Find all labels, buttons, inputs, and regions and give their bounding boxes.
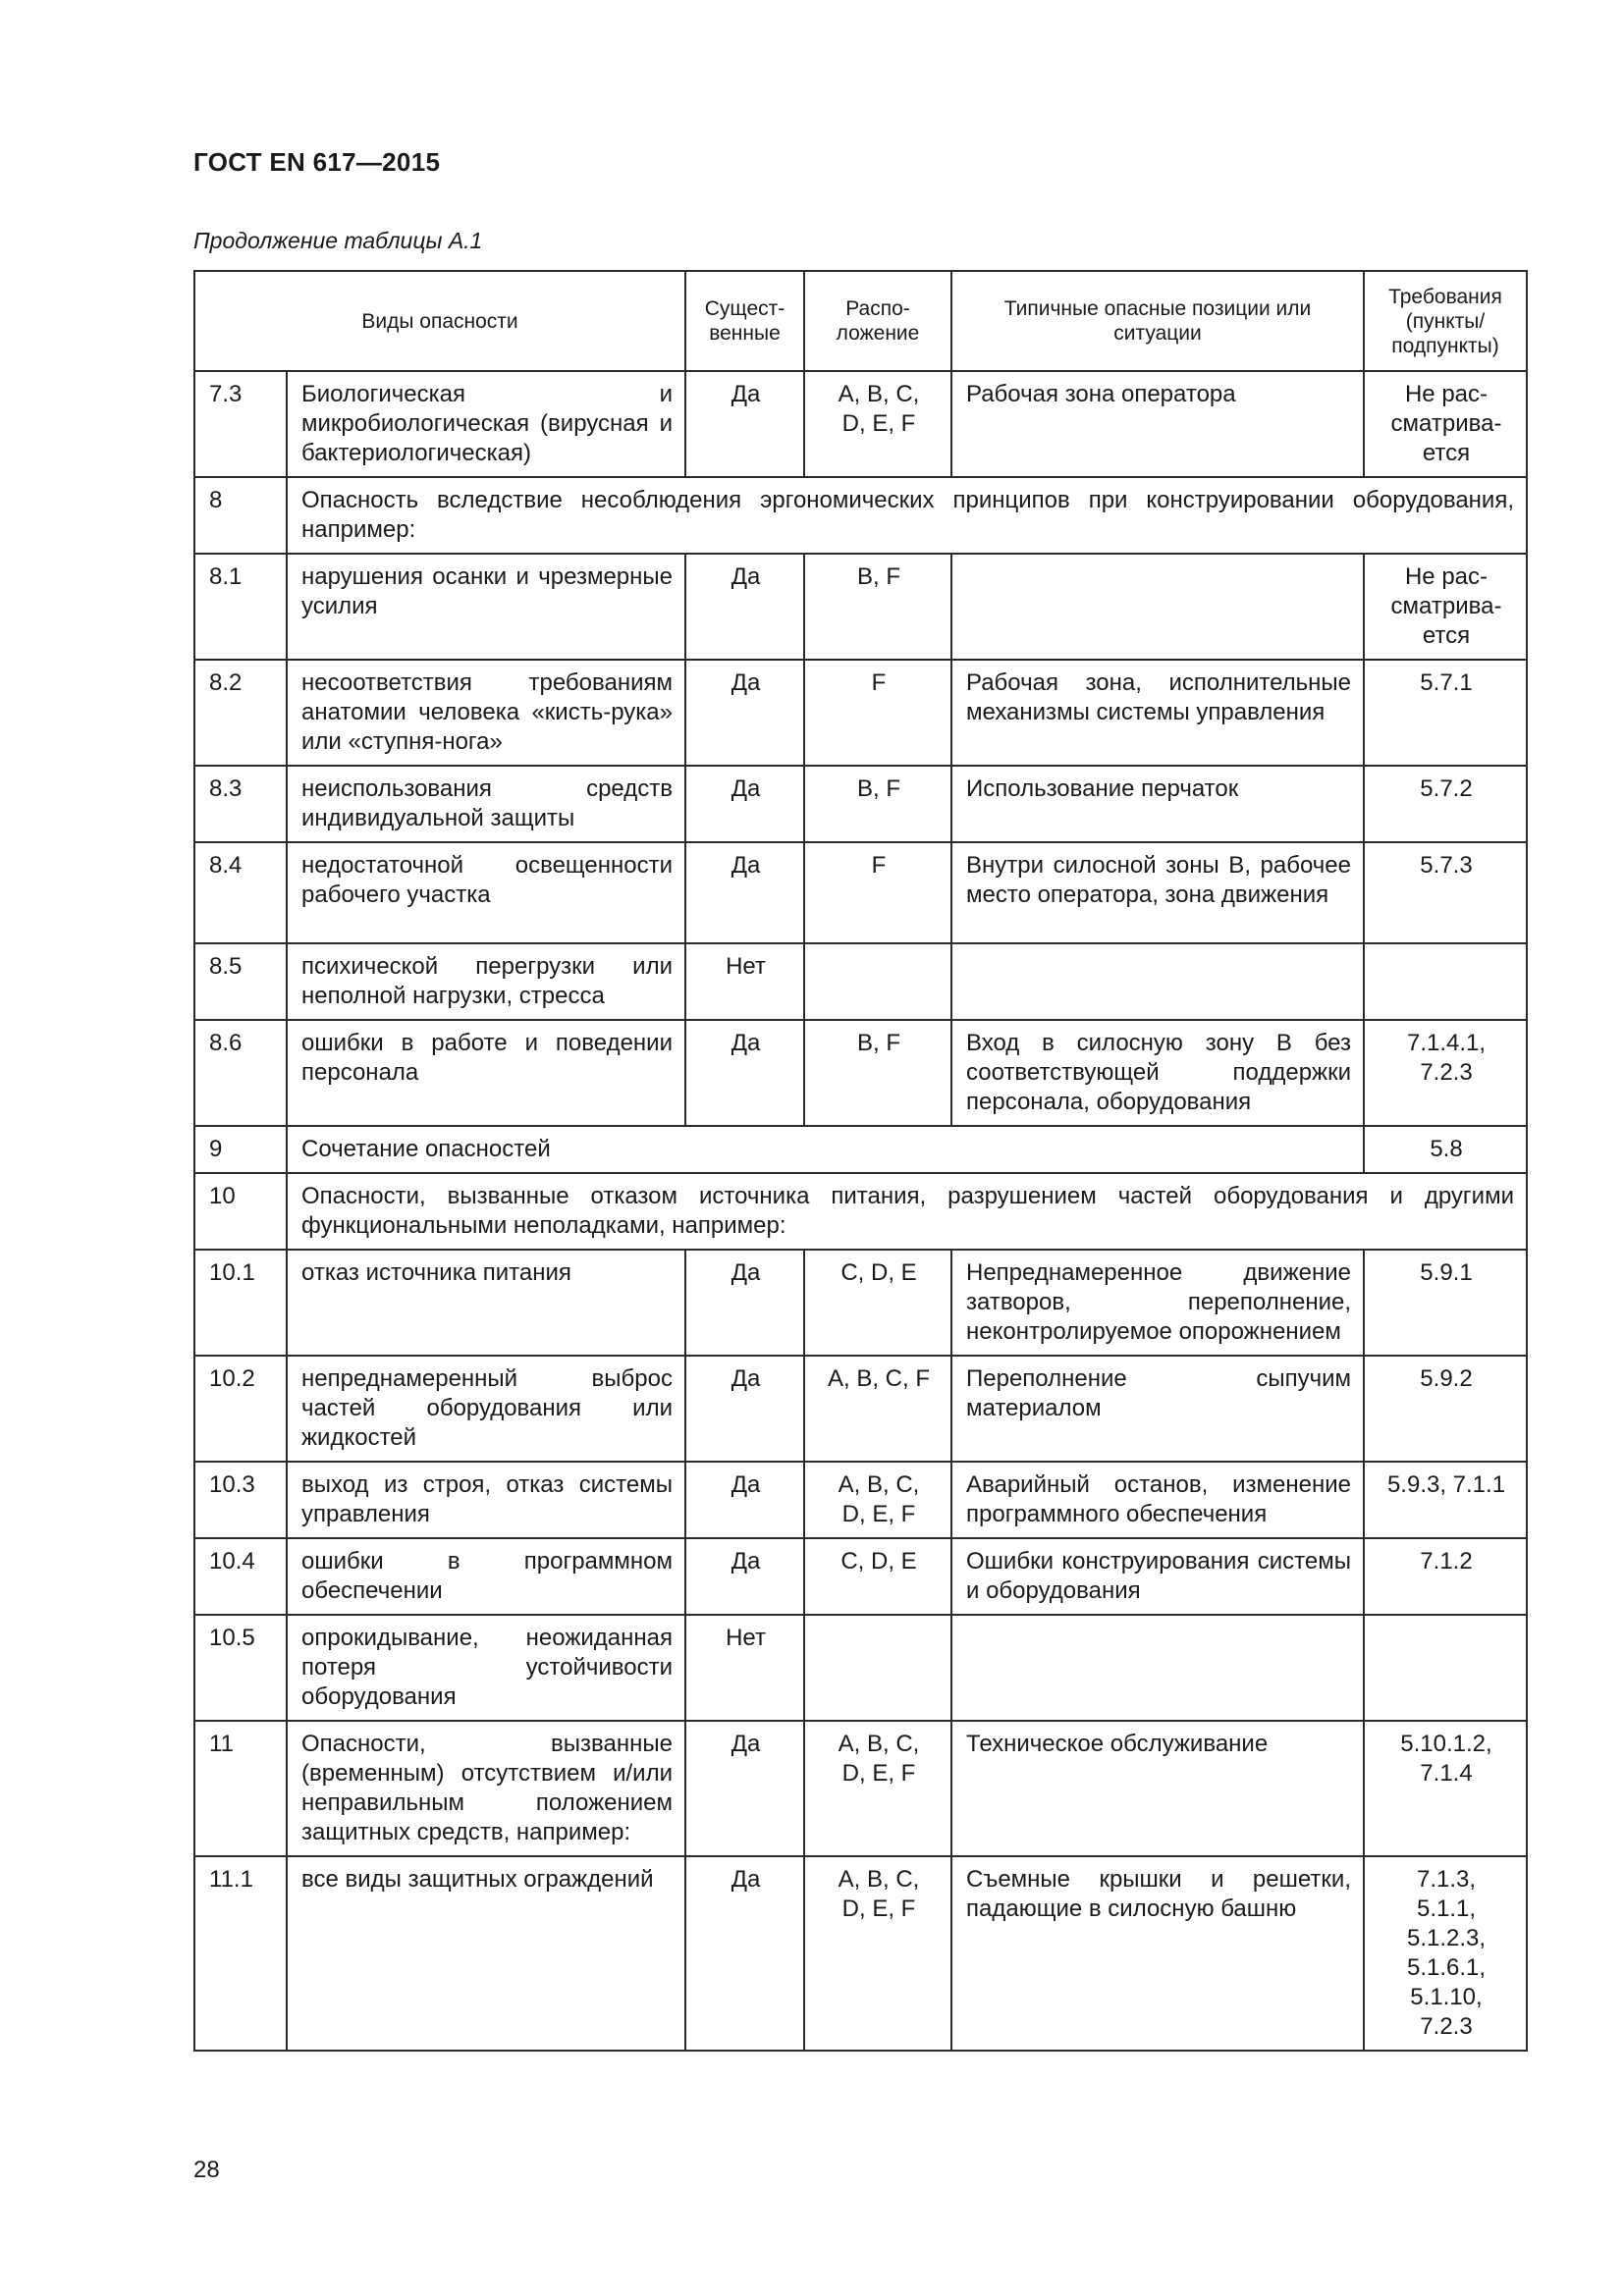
row-location (804, 1615, 951, 1721)
row-significant: Да (685, 660, 804, 766)
row-location: B, F (804, 554, 951, 660)
row-requirements: Не рас- сматрива- ется (1364, 371, 1527, 477)
row-location: A, B, C, D, E, F (804, 1721, 951, 1856)
row-situation (951, 554, 1364, 660)
row-hazard-description: неиспользования средств индивидуальной защиты (287, 766, 685, 842)
row-situation: Использование перчаток (951, 766, 1364, 842)
table-row (194, 1173, 1527, 1250)
row-significant: Да (685, 371, 804, 477)
table-row (194, 660, 1527, 766)
row-requirements: 7.1.2 (1364, 1538, 1527, 1615)
row-number: 10.2 (194, 1356, 287, 1462)
row-significant: Да (685, 1356, 804, 1462)
row-requirements: 7.1.3, 5.1.1, 5.1.2.3, 5.1.6.1, 5.1.10, 7.2.3 (1364, 1856, 1527, 2051)
col-header-hazard: Виды опасности (194, 271, 685, 371)
row-hazard-description: недостаточной освещенности рабочего участка (287, 842, 685, 943)
row-situation (951, 943, 1364, 1020)
row-significant: Да (685, 1538, 804, 1615)
table-row (194, 371, 1527, 477)
row-group-description: Сочетание опасностей (287, 1126, 1364, 1173)
row-requirements: 5.8 (1364, 1126, 1527, 1173)
row-hazard-description: нарушения осанки и чрезмерные усилия (287, 554, 685, 660)
row-requirements: 5.10.1.2, 7.1.4 (1364, 1721, 1527, 1856)
row-requirements: 7.1.4.1, 7.2.3 (1364, 1020, 1527, 1126)
table-row (194, 943, 1527, 1020)
row-situation: Внутри силосной зоны В, рабочее место оператора, зона движения (951, 842, 1364, 943)
row-requirements: 5.7.1 (1364, 660, 1527, 766)
row-requirements (1364, 1615, 1527, 1721)
row-significant: Нет (685, 1615, 804, 1721)
row-situation: Переполнение сыпучим материалом (951, 1356, 1364, 1462)
row-requirements: 5.7.2 (1364, 766, 1527, 842)
row-number: 8.4 (194, 842, 287, 943)
row-location: B, F (804, 1020, 951, 1126)
row-significant: Нет (685, 943, 804, 1020)
row-number: 10.3 (194, 1462, 287, 1538)
row-situation: Непреднамеренное движение затворов, переполнение, неконтролируемое опорожнением (951, 1250, 1364, 1356)
row-location: A, B, C, D, E, F (804, 1856, 951, 2051)
row-situation: Ошибки конструирования системы и оборудования (951, 1538, 1364, 1615)
row-significant: Да (685, 842, 804, 943)
col-header-location: Распо- ложение (804, 271, 951, 371)
row-location: A, B, C, D, E, F (804, 371, 951, 477)
col-header-situation: Типичные опасные позиции или ситуации (951, 271, 1364, 371)
row-situation: Рабочая зона, исполнительные механизмы системы управления (951, 660, 1364, 766)
row-number: 8.5 (194, 943, 287, 1020)
row-situation (951, 1615, 1364, 1721)
row-location: B, F (804, 766, 951, 842)
row-hazard-description: выход из строя, отказ системы управления (287, 1462, 685, 1538)
table-row (194, 554, 1527, 660)
table-body (194, 371, 1527, 2051)
table-row (194, 766, 1527, 842)
table-row (194, 842, 1527, 943)
row-situation: Техническое обслуживание (951, 1721, 1364, 1856)
table-row (194, 1020, 1527, 1126)
table-header-row (194, 271, 1527, 371)
table-row (194, 1250, 1527, 1356)
row-number: 7.3 (194, 371, 287, 477)
row-number: 9 (194, 1126, 287, 1173)
row-situation: Рабочая зона оператора (951, 371, 1364, 477)
row-situation: Съемные крышки и решетки, падающие в силосную башню (951, 1856, 1364, 2051)
row-hazard-description: психической перегрузки или неполной нагрузки, стресса (287, 943, 685, 1020)
row-number: 10.1 (194, 1250, 287, 1356)
row-location: A, B, C, F (804, 1356, 951, 1462)
hazards-table (193, 270, 1528, 2052)
row-hazard-description: ошибки в программном обеспечении (287, 1538, 685, 1615)
row-hazard-description: непреднамеренный выброс частей оборудования или жидкостей (287, 1356, 685, 1462)
row-number: 8 (194, 477, 287, 554)
table-row (194, 1615, 1527, 1721)
row-requirements: 5.9.1 (1364, 1250, 1527, 1356)
row-number: 11.1 (194, 1856, 287, 2051)
row-number: 10.5 (194, 1615, 287, 1721)
row-group-description: Опасности, вызванные отказом источника питания, разрушением частей оборудования и другими функциональными неполадками, например: (287, 1173, 1527, 1250)
table-row (194, 1126, 1527, 1173)
page-number: 28 (193, 2157, 220, 2183)
row-location: F (804, 842, 951, 943)
row-requirements: 5.9.3, 7.1.1 (1364, 1462, 1527, 1538)
row-number: 8.1 (194, 554, 287, 660)
row-hazard-description: опрокидывание, неожиданная потеря устойчивости оборудования (287, 1615, 685, 1721)
col-header-significant: Сущест- венные (685, 271, 804, 371)
table-caption: Продолжение таблицы А.1 (193, 228, 483, 253)
row-number: 8.2 (194, 660, 287, 766)
row-group-description: Опасность вследствие несоблюдения эргономических принципов при конструировании оборудования, например: (287, 477, 1527, 554)
row-hazard-description: Опасности, вызванные (временным) отсутствием и/или неправильным положением защитных средств, например: (287, 1721, 685, 1856)
row-significant: Да (685, 554, 804, 660)
row-situation: Вход в силосную зону В без соответствующей поддержки персонала, оборудования (951, 1020, 1364, 1126)
document-header: ГОСТ EN 617—2015 (193, 147, 441, 177)
row-number: 11 (194, 1721, 287, 1856)
row-number: 8.3 (194, 766, 287, 842)
col-header-requirements: Требования (пункты/ подпункты) (1364, 271, 1527, 371)
table-row (194, 1856, 1527, 2051)
row-hazard-description: ошибки в работе и поведении персонала (287, 1020, 685, 1126)
row-number: 10.4 (194, 1538, 287, 1615)
table-row (194, 1356, 1527, 1462)
table-row (194, 1462, 1527, 1538)
table-row (194, 1721, 1527, 1856)
row-requirements: 5.7.3 (1364, 842, 1527, 943)
row-location: F (804, 660, 951, 766)
row-significant: Да (685, 1020, 804, 1126)
row-significant: Да (685, 1250, 804, 1356)
row-hazard-description: отказ источника питания (287, 1250, 685, 1356)
row-requirements: 5.9.2 (1364, 1356, 1527, 1462)
row-hazard-description: Биологическая и микробиологическая (вирусная и бактериологическая) (287, 371, 685, 477)
row-significant: Да (685, 1462, 804, 1538)
row-hazard-description: несоответствия требованиям анатомии человека «кисть-рука» или «ступня-нога» (287, 660, 685, 766)
row-location (804, 943, 951, 1020)
row-situation: Аварийный останов, изменение программного обеспечения (951, 1462, 1364, 1538)
row-location: C, D, E (804, 1250, 951, 1356)
row-hazard-description: все виды защитных ограждений (287, 1856, 685, 2051)
row-location: A, B, C, D, E, F (804, 1462, 951, 1538)
row-location: C, D, E (804, 1538, 951, 1615)
row-significant: Да (685, 1856, 804, 2051)
table-row (194, 1538, 1527, 1615)
row-significant: Да (685, 766, 804, 842)
row-requirements (1364, 943, 1527, 1020)
row-number: 8.6 (194, 1020, 287, 1126)
table-row (194, 477, 1527, 554)
row-requirements: Не рас- сматрива- ется (1364, 554, 1527, 660)
row-significant: Да (685, 1721, 804, 1856)
row-number: 10 (194, 1173, 287, 1250)
